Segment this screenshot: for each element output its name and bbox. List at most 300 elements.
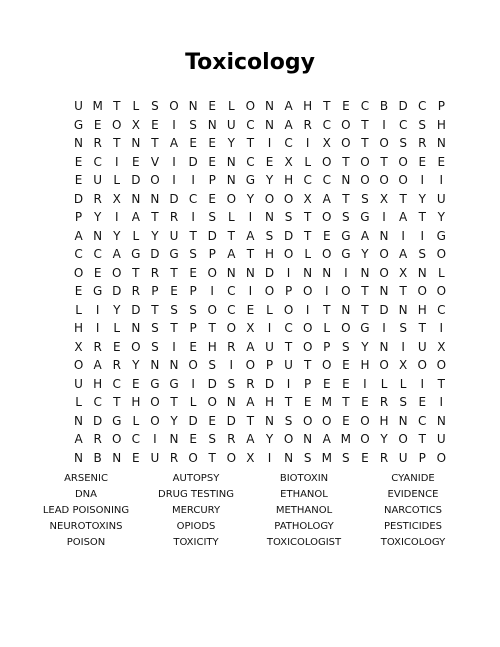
word-list-item: TOXICOLOGIST xyxy=(266,537,342,548)
grid-letter: A xyxy=(284,117,293,132)
grid-letter: T xyxy=(323,99,331,113)
grid-letter: B xyxy=(93,450,102,465)
grid-letter: L xyxy=(227,210,235,224)
grid-letter: Y xyxy=(361,247,369,261)
grid-letter: O xyxy=(264,284,275,298)
grid-letter: I xyxy=(439,395,444,409)
grid-letter: I xyxy=(153,432,157,446)
grid-letter: R xyxy=(227,339,236,354)
grid-letter: O xyxy=(322,413,332,428)
grid-letter: N xyxy=(341,173,351,187)
grid-letter: O xyxy=(169,99,179,113)
grid-letter: O xyxy=(283,191,294,206)
grid-letter: I xyxy=(114,210,119,224)
grid-letter: C xyxy=(303,173,312,187)
grid-letter: P xyxy=(265,358,274,372)
grid-letter: C xyxy=(227,284,236,298)
grid-letter: I xyxy=(191,173,195,187)
word-list-item: NEUROTOXINS xyxy=(49,521,123,532)
grid-letter: O xyxy=(379,265,389,280)
grid-letter: E xyxy=(246,302,255,317)
grid-letter: E xyxy=(93,117,102,132)
grid-letter: G xyxy=(112,413,122,428)
grid-row xyxy=(69,449,451,468)
grid-letter: H xyxy=(436,117,446,132)
grid-letter: T xyxy=(246,247,255,261)
grid-letter: I xyxy=(172,339,176,354)
grid-letter: N xyxy=(226,154,236,169)
grid-letter: Y xyxy=(418,191,426,206)
grid-letter: S xyxy=(303,450,312,465)
grid-letter: U xyxy=(150,450,160,465)
grid-letter: D xyxy=(283,228,294,243)
grid-letter: P xyxy=(323,339,331,354)
grid-letter: Y xyxy=(361,339,369,354)
word-list-item: DNA xyxy=(74,489,98,500)
grid-letter: C xyxy=(74,247,83,261)
grid-letter: O xyxy=(188,450,198,465)
grid-letter: T xyxy=(399,191,407,206)
grid-letter: I xyxy=(382,210,386,224)
grid-letter: Y xyxy=(151,228,159,243)
grid-letter: T xyxy=(342,395,350,409)
grid-letter: N xyxy=(131,136,141,150)
grid-letter: H xyxy=(417,302,427,317)
grid-letter: U xyxy=(398,450,408,465)
grid-letter: A xyxy=(169,136,179,150)
grid-letter: A xyxy=(246,339,255,354)
grid-letter: X xyxy=(399,265,408,280)
grid-letter: N xyxy=(264,210,274,224)
grid-letter: E xyxy=(208,154,216,169)
grid-letter: C xyxy=(93,395,102,409)
grid-letter: M xyxy=(92,99,103,113)
grid-letter: O xyxy=(379,358,389,372)
grid-letter: L xyxy=(399,376,407,391)
grid-letter: D xyxy=(226,413,236,428)
grid-letter: N xyxy=(226,173,236,187)
grid-row xyxy=(69,153,451,172)
grid-letter: O xyxy=(73,265,84,280)
grid-letter: S xyxy=(342,210,350,224)
grid-letter: R xyxy=(379,450,389,465)
grid-letter: S xyxy=(399,136,407,150)
grid-letter: P xyxy=(418,450,426,465)
grid-letter: O xyxy=(226,321,237,335)
grid-letter: I xyxy=(267,450,272,465)
grid-letter: X xyxy=(131,117,140,132)
grid-letter: S xyxy=(418,247,427,261)
grid-letter: O xyxy=(302,284,313,298)
grid-letter: C xyxy=(360,99,370,113)
grid-letter: Y xyxy=(265,432,274,446)
grid-letter: T xyxy=(132,265,140,280)
grid-letter: H xyxy=(284,173,294,187)
grid-letter: X xyxy=(246,450,255,465)
grid-letter: V xyxy=(150,154,160,169)
grid-letter: A xyxy=(399,210,408,224)
grid-letter: R xyxy=(169,450,179,465)
grid-letter: L xyxy=(304,154,312,169)
grid-letter: D xyxy=(112,284,122,298)
grid-letter: D xyxy=(169,191,179,206)
grid-letter: S xyxy=(399,395,407,409)
grid-letter: C xyxy=(284,321,293,335)
grid-letter: T xyxy=(113,99,121,113)
grid-letter: O xyxy=(283,302,294,317)
grid-letter: X xyxy=(246,321,255,335)
grid-letter: N xyxy=(264,99,274,113)
grid-letter: U xyxy=(265,339,274,354)
grid-letter: E xyxy=(189,339,197,354)
grid-letter: I xyxy=(382,321,386,335)
grid-letter: E xyxy=(93,265,102,280)
grid-letter: T xyxy=(208,450,216,465)
grid-letter: E xyxy=(208,99,216,113)
grid-letter: I xyxy=(420,376,424,391)
grid-letter: E xyxy=(342,99,350,113)
grid-letter: O xyxy=(207,395,217,409)
grid-letter: N xyxy=(417,265,427,280)
grid-letter: N xyxy=(226,265,236,280)
grid-row xyxy=(69,375,451,394)
grid-letter: S xyxy=(208,358,217,372)
grid-row xyxy=(69,338,451,357)
word-list-item: ARSENIC xyxy=(64,473,108,484)
grid-letter: O xyxy=(322,210,332,224)
grid-letter: I xyxy=(344,265,348,280)
grid-row xyxy=(69,245,451,264)
grid-letter: E xyxy=(208,413,216,428)
grid-letter: I xyxy=(401,339,405,354)
grid-letter: O xyxy=(436,284,447,298)
grid-letter: I xyxy=(95,321,100,335)
grid-letter: R xyxy=(93,339,102,354)
grid-letter: N xyxy=(245,265,255,280)
grid-letter: S xyxy=(208,432,217,446)
grid-letter: P xyxy=(437,99,445,113)
grid-letter: O xyxy=(341,321,351,335)
grid-letter: H xyxy=(360,358,370,372)
grid-letter: O xyxy=(322,358,332,372)
grid-letter: I xyxy=(439,173,444,187)
grid-letter: X xyxy=(379,191,389,206)
grid-letter: E xyxy=(132,154,140,169)
grid-letter: N xyxy=(303,432,313,446)
grid-letter: T xyxy=(113,136,121,150)
grid-letter: G xyxy=(436,228,446,243)
grid-letter: R xyxy=(93,432,102,446)
word-list-item: TOXICITY xyxy=(173,537,219,548)
grid-letter: G xyxy=(73,117,84,132)
grid-letter: N xyxy=(379,339,389,354)
grid-letter: T xyxy=(284,395,293,409)
puzzle-title: Toxicology xyxy=(185,50,315,75)
grid-row xyxy=(69,264,451,283)
grid-letter: P xyxy=(189,321,197,335)
grid-letter: C xyxy=(227,302,236,317)
grid-letter: X xyxy=(112,191,121,206)
grid-letter: N xyxy=(169,358,179,372)
grid-letter: T xyxy=(304,358,312,372)
grid-letter: P xyxy=(151,284,159,298)
grid-letter: G xyxy=(169,376,179,391)
grid-letter: X xyxy=(322,136,331,150)
grid-letter: X xyxy=(437,339,446,354)
grid-letter: C xyxy=(418,413,427,428)
grid-letter: L xyxy=(132,228,140,243)
grid-letter: R xyxy=(246,376,255,391)
grid-letter: L xyxy=(227,99,235,113)
grid-letter: N xyxy=(150,191,160,206)
grid-letter: G xyxy=(341,228,351,243)
grid-letter: A xyxy=(112,247,121,261)
grid-letter: O xyxy=(226,191,237,206)
grid-letter: P xyxy=(74,210,83,224)
grid-letter: G xyxy=(150,376,160,391)
word-list-item: PATHOLOGY xyxy=(274,521,334,532)
grid-letter: I xyxy=(382,117,386,132)
grid-letter: N xyxy=(74,136,84,150)
grid-letter: G xyxy=(131,247,141,261)
grid-letter: P xyxy=(208,173,216,187)
grid-letter: Y xyxy=(170,413,178,428)
grid-letter: U xyxy=(169,228,179,243)
grid-letter: S xyxy=(170,302,178,317)
grid-letter: N xyxy=(398,302,408,317)
grid-letter: Y xyxy=(380,432,388,446)
grid-letter: S xyxy=(284,210,293,224)
grid-letter: E xyxy=(189,265,197,280)
word-list-item: NARCOTICS xyxy=(383,505,442,516)
grid-letter: N xyxy=(436,136,446,150)
grid-letter: R xyxy=(169,210,179,224)
grid-letter: Y xyxy=(93,210,102,224)
word-list-item: ETHANOL xyxy=(280,489,328,500)
grid-letter: S xyxy=(361,191,369,206)
grid-row xyxy=(69,319,451,338)
grid-letter: R xyxy=(227,432,236,446)
grid-letter: M xyxy=(340,432,352,446)
grid-letter: D xyxy=(264,265,275,280)
grid-letter: X xyxy=(303,191,312,206)
grid-letter: R xyxy=(418,136,427,150)
grid-letter: Y xyxy=(437,210,445,224)
grid-letter: D xyxy=(188,154,198,169)
grid-letter: I xyxy=(210,284,214,298)
grid-letter: I xyxy=(267,321,272,335)
grid-letter: S xyxy=(399,321,407,335)
grid-letter: I xyxy=(191,210,195,224)
grid-letter: D xyxy=(207,376,217,391)
grid-letter: U xyxy=(93,173,103,187)
word-list-item: BIOTOXIN xyxy=(279,473,329,484)
grid-letter: L xyxy=(75,302,82,317)
word-list-item: MERCURY xyxy=(171,505,221,516)
grid-letter: E xyxy=(74,284,83,298)
grid-row xyxy=(69,190,451,209)
grid-letter: G xyxy=(245,173,256,187)
grid-row xyxy=(69,393,451,412)
grid-letter: E xyxy=(361,450,369,465)
grid-letter: H xyxy=(264,247,274,261)
grid-letter: S xyxy=(265,228,274,243)
grid-letter: O xyxy=(417,358,427,372)
grid-letter: C xyxy=(246,117,255,132)
grid-letter: L xyxy=(323,321,331,335)
grid-letter: Y xyxy=(113,228,121,243)
grid-letter: T xyxy=(227,228,235,243)
grid-letter: T xyxy=(113,395,121,409)
grid-letter: R xyxy=(303,117,312,132)
grid-row xyxy=(69,97,451,116)
grid-letter: P xyxy=(284,284,293,298)
grid-letter: L xyxy=(132,99,140,113)
grid-letter: I xyxy=(363,376,367,391)
grid-letter: T xyxy=(399,284,407,298)
grid-letter: T xyxy=(361,302,369,317)
grid-letter: U xyxy=(436,432,446,446)
grid-letter: Y xyxy=(265,173,274,187)
grid-letter: C xyxy=(418,99,427,113)
grid-letter: R xyxy=(112,358,121,372)
grid-letter: E xyxy=(74,154,83,169)
grid-letter: E xyxy=(418,395,427,409)
grid-letter: O xyxy=(417,284,427,298)
grid-letter: U xyxy=(226,117,236,132)
grid-letter: I xyxy=(248,284,253,298)
grid-letter: S xyxy=(227,376,236,391)
grid-letter: L xyxy=(437,265,445,280)
grid-letter: U xyxy=(417,339,427,354)
grid-letter: C xyxy=(131,432,141,446)
grid-letter: T xyxy=(151,136,159,150)
grid-letter: R xyxy=(131,284,140,298)
grid-letter: O xyxy=(360,173,370,187)
grid-letter: O xyxy=(341,136,351,150)
grid-letter: C xyxy=(284,136,293,150)
grid-letter: D xyxy=(264,376,275,391)
grid-letter: I xyxy=(248,210,253,224)
grid-letter: I xyxy=(229,358,234,372)
grid-letter: D xyxy=(131,173,141,187)
grid-letter: M xyxy=(321,450,332,465)
grid-letter: N xyxy=(360,265,370,280)
grid-letter: C xyxy=(322,117,331,132)
word-list-item: PESTICIDES xyxy=(383,521,443,532)
grid-letter: I xyxy=(305,302,310,317)
grid-row xyxy=(69,208,451,227)
grid-letter: A xyxy=(74,228,83,243)
grid-letter: Y xyxy=(132,358,140,372)
grid-letter: O xyxy=(341,117,351,132)
grid-letter: O xyxy=(207,265,217,280)
grid-row xyxy=(69,134,451,153)
grid-letter: T xyxy=(323,302,331,317)
grid-letter: E xyxy=(322,228,331,243)
grid-letter: L xyxy=(113,321,121,335)
grid-row xyxy=(69,227,451,246)
grid-letter: S xyxy=(342,450,350,465)
grid-letter: S xyxy=(418,117,427,132)
grid-letter: O xyxy=(436,358,447,372)
grid-letter: T xyxy=(304,228,312,243)
grid-letter: G xyxy=(92,284,103,298)
grid-letter: T xyxy=(170,265,178,280)
grid-letter: N xyxy=(169,432,179,446)
grid-letter: G xyxy=(360,321,370,335)
grid-letter: E xyxy=(342,376,350,391)
grid-letter: O xyxy=(73,358,84,372)
grid-letter: O xyxy=(112,432,122,446)
grid-letter: T xyxy=(437,376,445,391)
grid-letter: O xyxy=(188,358,198,372)
grid-letter: H xyxy=(131,395,141,409)
grid-letter: A xyxy=(246,432,255,446)
grid-letter: H xyxy=(379,413,389,428)
grid-letter: I xyxy=(172,117,176,132)
grid-letter: A xyxy=(322,191,331,206)
grid-letter: O xyxy=(245,99,256,113)
grid-row xyxy=(69,430,451,449)
grid-letter: C xyxy=(93,154,102,169)
grid-letter: D xyxy=(379,302,389,317)
grid-letter: A xyxy=(74,432,83,446)
grid-letter: X xyxy=(284,154,293,169)
grid-letter: N xyxy=(188,99,198,113)
grid-letter: L xyxy=(132,413,140,428)
grid-letter: X xyxy=(399,358,408,372)
grid-letter: I xyxy=(286,265,291,280)
grid-letter: E xyxy=(132,376,140,391)
grid-letter: N xyxy=(226,395,236,409)
grid-letter: P xyxy=(304,376,312,391)
grid-letter: N xyxy=(379,284,389,298)
grid-letter: N xyxy=(207,117,217,132)
grid-letter: T xyxy=(418,321,426,335)
grid-letter: S xyxy=(151,321,159,335)
grid-letter: H xyxy=(93,376,103,391)
grid-letter: N xyxy=(341,302,351,317)
grid-letter: D xyxy=(73,191,84,206)
grid-letter: E xyxy=(342,413,350,428)
grid-letter: E xyxy=(361,395,369,409)
grid-letter: O xyxy=(360,432,370,446)
grid-letter: O xyxy=(360,413,370,428)
grid-letter: I xyxy=(191,376,195,391)
grid-row xyxy=(69,171,451,190)
grid-letter: T xyxy=(246,136,255,150)
grid-letter: G xyxy=(341,247,351,261)
grid-letter: U xyxy=(74,376,83,391)
grid-letter: O xyxy=(226,450,237,465)
word-list-item: DRUG TESTING xyxy=(158,489,234,500)
grid-letter: O xyxy=(379,173,389,187)
grid-letter: C xyxy=(112,376,121,391)
grid-letter: C xyxy=(246,154,255,169)
grid-letter: O xyxy=(302,339,313,354)
grid-letter: H xyxy=(207,339,217,354)
grid-letter: A xyxy=(131,210,140,224)
grid-letter: L xyxy=(380,376,388,391)
grid-letter: O xyxy=(131,339,141,354)
grid-letter: A xyxy=(284,99,293,113)
grid-letter: N xyxy=(379,228,389,243)
grid-letter: I xyxy=(114,154,119,169)
grid-letter: H xyxy=(303,99,313,113)
grid-letter: T xyxy=(418,210,426,224)
grid-letter: O xyxy=(398,432,408,446)
